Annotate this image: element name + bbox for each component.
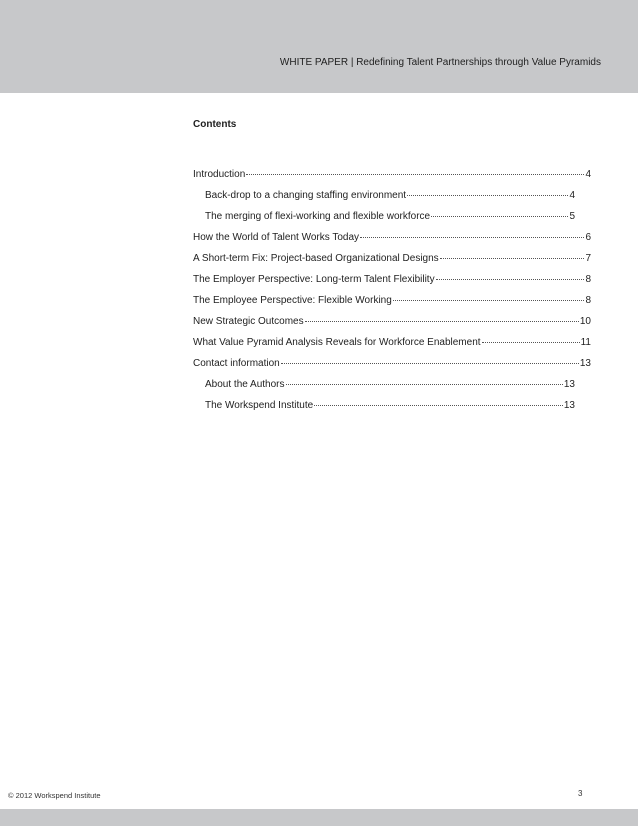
toc-heading: Contents	[193, 119, 237, 130]
toc-entry[interactable]	[193, 166, 591, 180]
dot-leader	[314, 395, 563, 406]
toc-entry-label: How the World of Talent Works Today	[193, 232, 360, 243]
toc-entry-label: New Strategic Outcomes	[193, 316, 304, 327]
toc-entry-label: The Employer Perspective: Long-term Talent Flexibility	[193, 274, 435, 285]
toc-entry-label: Contact information	[193, 358, 280, 369]
toc-entry-page: 4	[569, 190, 575, 201]
toc-entry[interactable]	[193, 271, 591, 285]
toc-entry-page: 8	[585, 295, 591, 306]
toc-entry-page: 5	[569, 211, 575, 222]
toc-entry[interactable]	[193, 334, 591, 348]
toc-entry-label: The merging of flexi-working and flexible workforce	[205, 211, 431, 222]
toc-entry-label: The Employee Perspective: Flexible Working	[193, 295, 392, 306]
dot-leader	[286, 374, 563, 385]
toc-entry-label: A Short-term Fix: Project-based Organizational Designs	[193, 253, 439, 264]
footer-page-number: 3	[578, 789, 583, 798]
toc-entry-page: 7	[585, 253, 591, 264]
dot-leader	[281, 353, 579, 364]
toc-entry-label: The Workspend Institute	[205, 400, 314, 411]
footer-copyright: © 2012 Workspend Institute	[8, 791, 101, 800]
toc-entry-page: 13	[579, 358, 591, 369]
dot-leader	[482, 332, 580, 343]
toc-entry[interactable]	[193, 313, 591, 327]
toc-entry[interactable]	[193, 355, 591, 369]
toc-entry-label: Back-drop to a changing staffing environment	[205, 190, 407, 201]
footer-band	[0, 809, 638, 826]
dot-leader	[407, 185, 568, 196]
toc-entry-page: 6	[585, 232, 591, 243]
dot-leader	[360, 227, 584, 238]
toc-entry[interactable]	[193, 250, 591, 264]
toc-entry[interactable]	[205, 376, 575, 390]
dot-leader	[431, 206, 568, 217]
toc-entry-page: 10	[579, 316, 591, 327]
toc-entry-label: Introduction	[193, 169, 246, 180]
toc-entry-label: About the Authors	[205, 379, 285, 390]
toc-entry[interactable]	[193, 229, 591, 243]
toc-entry-label: What Value Pyramid Analysis Reveals for Workforce Enablement	[193, 337, 481, 348]
toc-entry-page: 8	[585, 274, 591, 285]
toc-entry[interactable]	[205, 187, 575, 201]
dot-leader	[440, 248, 585, 259]
toc-entry[interactable]	[205, 397, 575, 411]
dot-leader	[393, 290, 585, 301]
dot-leader	[305, 311, 579, 322]
document-header-title: WHITE PAPER | Redefining Talent Partnerships through Value Pyramids	[279, 57, 601, 68]
dot-leader	[436, 269, 585, 280]
toc-entry-page: 4	[585, 169, 591, 180]
dot-leader	[246, 164, 584, 175]
toc-entry-page: 13	[563, 400, 575, 411]
toc-entry-page: 11	[580, 337, 591, 348]
toc-entry[interactable]	[205, 208, 575, 222]
toc-entry[interactable]	[193, 292, 591, 306]
toc-entry-page: 13	[563, 379, 575, 390]
